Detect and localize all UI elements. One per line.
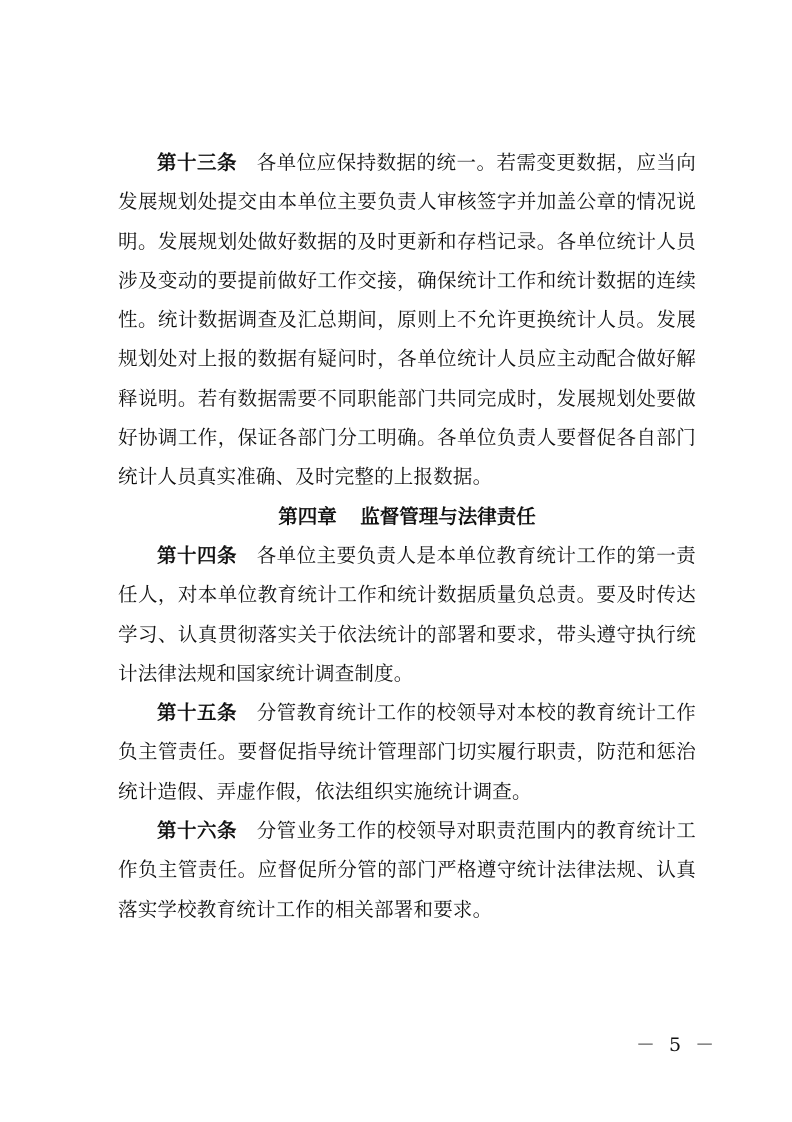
article-text: 分管业务工作的校领导对职责范围内的教育统计工作负主管责任。应督促所分管的部门严格遵守统计法律法规、认真落实学校教育统计工作的相关部署和要求。 [118, 819, 696, 921]
article-13 [118, 143, 696, 497]
page-number: － 5 － [636, 1034, 719, 1056]
article-label: 第十五条 [157, 701, 237, 725]
article-text: 分管教育统计工作的校领导对本校的教育统计工作负主管责任。要督促指导统计管理部门切实履行职责，防范和惩治统计造假、弄虚作假，依法组织实施统计调查。 [118, 701, 696, 803]
article-label: 第十六条 [157, 819, 237, 843]
document-body [118, 143, 696, 929]
article-text: 各单位应保持数据的统一。若需变更数据，应当向发展规划处提交由本单位主要负责人审核签字并加盖公章的情况说明。发展规划处做好数据的及时更新和存档记录。各单位统计人员涉及变动的要提前做好工作交接，确保统计工作和统计数据的连续性。统计数据调查及汇总期间，原则上不允许更换统计人员。发展规划处对上报的数据有疑问时，各单位统计人员应主动配合做好解释说明。若有数据需要不同职能部门共同完成时，发展规划处要做好协调工作，保证各部门分工明确。各单位负责人要督促各自部门统计人员真实准确、及时完整的上报数据。 [118, 151, 696, 489]
chapter-number: 第四章 [278, 504, 337, 528]
article-label: 第十四条 [157, 543, 237, 567]
chapter-heading [118, 497, 696, 536]
chapter-title: 监督管理与法律责任 [360, 504, 536, 528]
article-15 [118, 693, 696, 811]
article-text: 各单位主要负责人是本单位教育统计工作的第一责任人，对本单位教育统计工作和统计数据质量负总责。要及时传达学习、认真贯彻落实关于依法统计的部署和要求，带头遵守执行统计法律法规和国家统计调查制度。 [118, 543, 696, 685]
article-16 [118, 811, 696, 929]
article-label: 第十三条 [157, 151, 237, 174]
article-14 [118, 536, 696, 693]
